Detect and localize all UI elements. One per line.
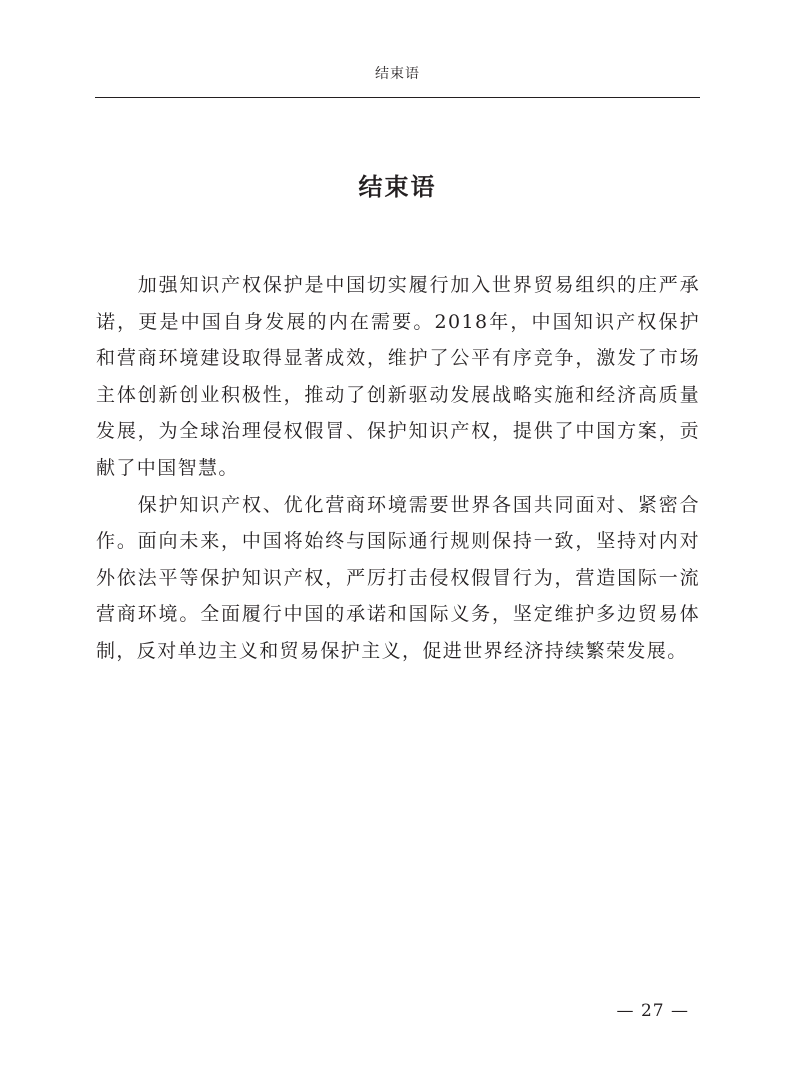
page-number: — 27 — xyxy=(616,1001,689,1021)
running-header: 结束语 xyxy=(375,66,420,82)
body-text xyxy=(96,267,700,670)
header-divider xyxy=(95,97,700,98)
paragraph: 保护知识产权、优化营商环境需要世界各国共同面对、紧密合作。面向未来，中国将始终与国际通行规则保持一致，坚持对内对外依法平等保护知识产权，严厉打击侵权假冒行为，营造国际一流营商环境。全面履行中国的承诺和国际义务，坚定维护多边贸易体制，反对单边主义和贸易保护主义，促进世界经济持续繁荣发展。 xyxy=(96,493,700,662)
page-title: 结束语 xyxy=(358,172,437,201)
paragraph: 加强知识产权保护是中国切实履行加入世界贸易组织的庄严承诺，更是中国自身发展的内在需要。2018年，中国知识产权保护和营商环境建设取得显著成效，维护了公平有序竞争，激发了市场主体创新创业积极性，推动了创新驱动发展战略实施和经济高质量发展，为全球治理侵权假冒、保护知识产权，提供了中国方案，贡献了中国智慧。 xyxy=(96,274,700,479)
